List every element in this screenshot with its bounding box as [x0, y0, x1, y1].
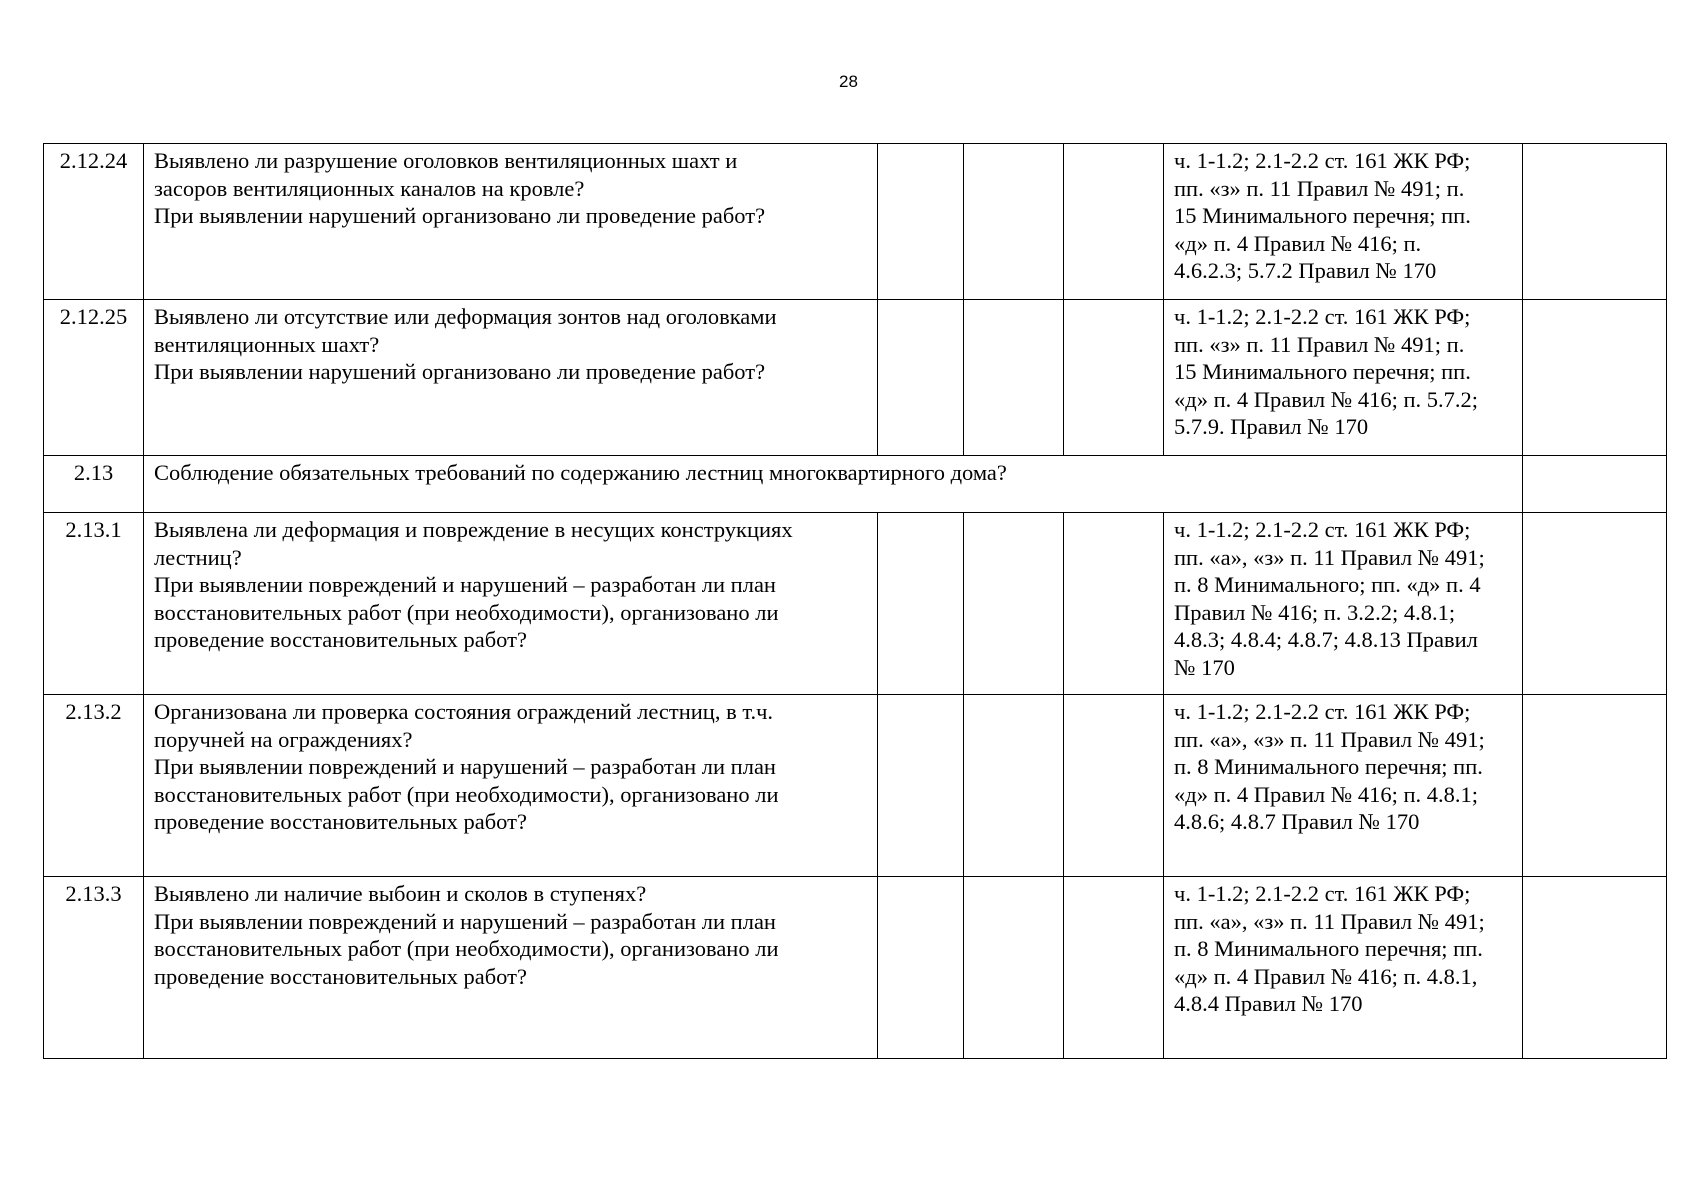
table-row — [44, 877, 1667, 1059]
table-row — [44, 144, 1667, 300]
section-header-row — [44, 456, 1667, 513]
answer-na-cell — [1064, 513, 1164, 695]
answer-no-cell — [964, 300, 1064, 456]
legal-reference: ч. 1-1.2; 2.1-2.2 ст. 161 ЖК РФ; пп. «а», «з» п. 11 Правил № 491; п. 8 Минимального перечня; пп. «д» п. 4 Правил № 416; п. 4.8.1, 4.8.4 Правил № 170 — [1164, 877, 1523, 1059]
answer-no-cell — [964, 695, 1064, 877]
item-question: Выявлено ли разрушение оголовков вентиляционных шахт и засоров вентиляционных каналов на кровле? При выявлении нарушений организовано ли проведение работ? — [144, 144, 878, 300]
notes-cell — [1523, 456, 1667, 513]
item-question: Выявлена ли деформация и повреждение в несущих конструкциях лестниц? При выявлении повреждений и нарушений – разработан ли план восстановительных работ (при необходимости), организовано ли проведение восстановительных работ? — [144, 513, 878, 695]
answer-no-cell — [964, 144, 1064, 300]
answer-na-cell — [1064, 300, 1164, 456]
notes-cell — [1523, 877, 1667, 1059]
notes-cell — [1523, 300, 1667, 456]
table-row — [44, 695, 1667, 877]
legal-reference: ч. 1-1.2; 2.1-2.2 ст. 161 ЖК РФ; пп. «з» п. 11 Правил № 491; п. 15 Минимального перечня; пп. «д» п. 4 Правил № 416; п. 5.7.2; 5.7.9. Правил № 170 — [1164, 300, 1523, 456]
inspection-checklist-table — [43, 143, 1667, 1059]
item-question: Выявлено ли отсутствие или деформация зонтов над оголовками вентиляционных шахт? При выявлении нарушений организовано ли проведение работ? — [144, 300, 878, 456]
legal-reference: ч. 1-1.2; 2.1-2.2 ст. 161 ЖК РФ; пп. «а», «з» п. 11 Правил № 491; п. 8 Минимального; пп. «д» п. 4 Правил № 416; п. 3.2.2; 4.8.1; 4.8.3; 4.8.4; 4.8.7; 4.8.13 Правил № 170 — [1164, 513, 1523, 695]
table-row — [44, 513, 1667, 695]
answer-yes-cell — [878, 513, 964, 695]
legal-reference: ч. 1-1.2; 2.1-2.2 ст. 161 ЖК РФ; пп. «з» п. 11 Правил № 491; п. 15 Минимального перечня; пп. «д» п. 4 Правил № 416; п. 4.6.2.3; 5.7.2 Правил № 170 — [1164, 144, 1523, 300]
answer-no-cell — [964, 877, 1064, 1059]
item-number: 2.13.1 — [44, 513, 144, 695]
legal-reference: ч. 1-1.2; 2.1-2.2 ст. 161 ЖК РФ; пп. «а», «з» п. 11 Правил № 491; п. 8 Минимального перечня; пп. «д» п. 4 Правил № 416; п. 4.8.1; 4.8.6; 4.8.7 Правил № 170 — [1164, 695, 1523, 877]
answer-na-cell — [1064, 877, 1164, 1059]
item-number: 2.12.24 — [44, 144, 144, 300]
answer-na-cell — [1064, 695, 1164, 877]
notes-cell — [1523, 144, 1667, 300]
item-number: 2.13.3 — [44, 877, 144, 1059]
answer-yes-cell — [878, 300, 964, 456]
answer-na-cell — [1064, 144, 1164, 300]
section-number: 2.13 — [44, 456, 144, 513]
answer-yes-cell — [878, 144, 964, 300]
answer-yes-cell — [878, 695, 964, 877]
notes-cell — [1523, 695, 1667, 877]
item-number: 2.13.2 — [44, 695, 144, 877]
answer-yes-cell — [878, 877, 964, 1059]
page-number: 28 — [839, 72, 858, 91]
answer-no-cell — [964, 513, 1064, 695]
item-number: 2.12.25 — [44, 300, 144, 456]
table-row — [44, 300, 1667, 456]
notes-cell — [1523, 513, 1667, 695]
item-question: Организована ли проверка состояния ограждений лестниц, в т.ч. поручней на ограждениях? При выявлении повреждений и нарушений – разработан ли план восстановительных работ (при необходимости), организовано ли проведение восстановительных работ? — [144, 695, 878, 877]
section-title: Соблюдение обязательных требований по содержанию лестниц многоквартирного дома? — [144, 456, 1523, 513]
item-question: Выявлено ли наличие выбоин и сколов в ступенях? При выявлении повреждений и нарушений – разработан ли план восстановительных работ (при необходимости), организовано ли проведение восстановительных работ? — [144, 877, 878, 1059]
